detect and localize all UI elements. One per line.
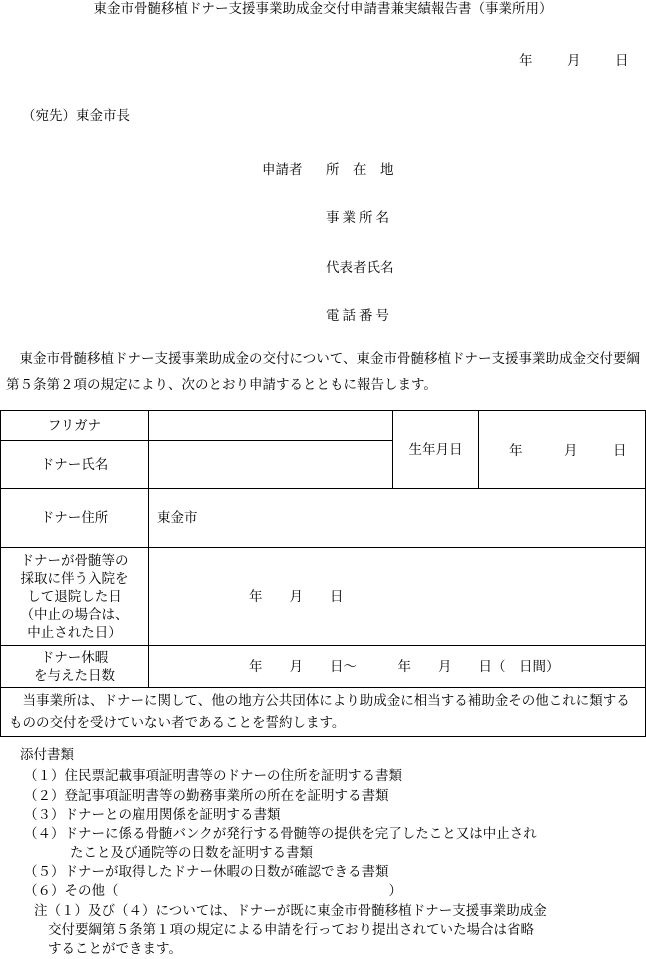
- discharge-date-field[interactable]: 年 月 日: [149, 548, 646, 646]
- applicant-phone-label: 電話番号: [326, 308, 392, 324]
- donor-address-label: ドナー住所: [1, 489, 149, 548]
- applicant-label: 申請者: [262, 162, 303, 178]
- attachment-item: （１）住民票記載事項証明書等のドナーの住所を証明する書類: [24, 768, 402, 784]
- attachments-heading: 添付書類: [20, 747, 74, 763]
- birth-date-label: 生年月日: [393, 411, 479, 489]
- date-day: 日: [615, 53, 629, 69]
- applicant-representative-label: 代表者氏名: [326, 260, 394, 276]
- note-line: することができます。: [48, 941, 182, 957]
- discharge-label-line: （中止の場合は、: [20, 606, 129, 623]
- birth-month: 月: [564, 443, 578, 459]
- attachment-item: （２）登記事項証明書等の勤務事業所の所在を証明する書類: [24, 788, 389, 804]
- attachment-item: （６）その他（ ）: [24, 883, 402, 899]
- attachment-item: （５）ドナーが取得したドナー休暇の日数が確認できる書類: [24, 864, 389, 880]
- attachment-item-continuation: たこと及び通院等の日数を証明する書類: [70, 845, 313, 861]
- note-line: 交付要綱第５条第１項の規定による申請を行っており提出されていた場合は省略: [48, 922, 534, 938]
- leave-label-line: ドナー休暇: [40, 649, 109, 666]
- note-line: 注（１）及び（４）については、ドナーが既に東金市骨髄移植ドナー支援事業助成金: [34, 903, 547, 919]
- applicant-address-label: 所 在 地: [326, 162, 394, 178]
- birth-year: 年: [509, 443, 523, 459]
- furigana-field[interactable]: [149, 411, 393, 441]
- application-table: [0, 410, 646, 737]
- donor-name-label: ドナー氏名: [1, 441, 149, 489]
- discharge-label-line: して退院した日: [27, 588, 122, 605]
- oath-statement: 当事業所は、ドナーに関して、他の地方公共団体により助成金に相当する補助金その他これに類するものの交付を受けていない者であることを誓約します。: [1, 688, 646, 737]
- donor-name-field[interactable]: [149, 441, 393, 489]
- leave-label-line: を与えた日数: [34, 667, 115, 684]
- date-month: 月: [567, 53, 581, 69]
- discharge-label-line: 採取に伴う入院を: [20, 570, 129, 587]
- discharge-label-line: 中止された日）: [27, 624, 122, 641]
- attachment-item: （３）ドナーとの雇用関係を証明する書類: [24, 807, 281, 823]
- furigana-label: フリガナ: [1, 411, 149, 441]
- leave-days-label: [1, 646, 149, 688]
- birth-date-field[interactable]: [479, 411, 646, 489]
- donor-address-field[interactable]: 東金市: [149, 489, 646, 548]
- attachment-item: （４）ドナーに係る骨髄バンクが発行する骨髄等の提供を完了したこと又は中止され: [24, 826, 537, 842]
- discharge-date-label: [1, 548, 149, 646]
- date-year: 年: [519, 53, 533, 69]
- intro-paragraph: 東金市骨髄移植ドナー支援事業助成金の交付について、東金市骨髄移植ドナー支援事業助成金交付要綱第５条第２項の規定により、次のとおり申請するとともに報告します。: [6, 351, 640, 393]
- applicant-office-label: 事業所名: [326, 210, 392, 226]
- document-title: 東金市骨髄移植ドナー支援事業助成金交付申請書兼実績報告書（事業所用）: [93, 1, 553, 17]
- addressee: （宛先）東金市長: [22, 108, 130, 124]
- leave-days-field[interactable]: 年 月 日～ 年 月 日（ 日間）: [149, 646, 646, 688]
- discharge-label-line: ドナーが骨髄等の: [20, 552, 129, 569]
- birth-day: 日: [613, 443, 627, 459]
